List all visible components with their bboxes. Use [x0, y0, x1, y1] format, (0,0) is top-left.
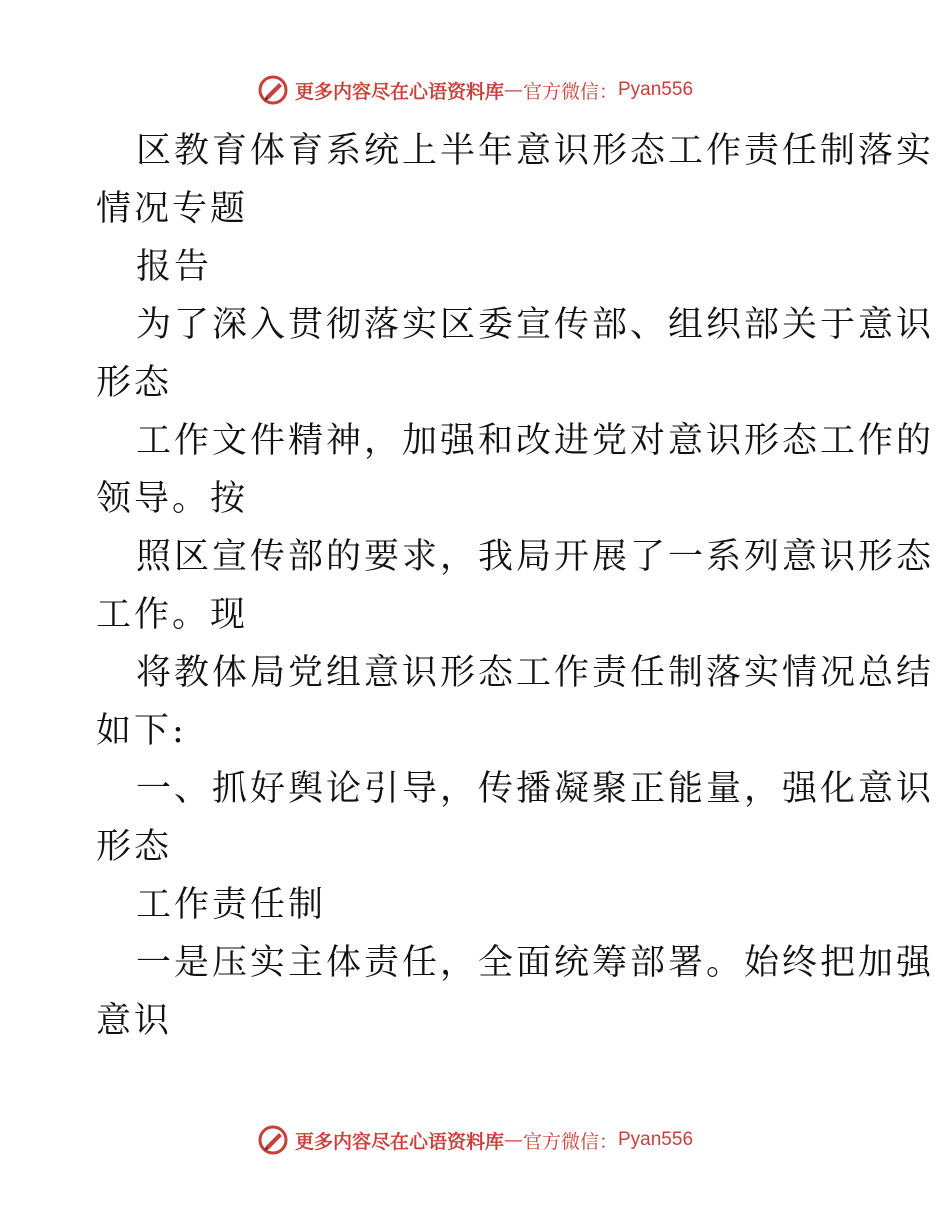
pen-logo-icon	[257, 1124, 289, 1156]
banner-dash: —	[503, 79, 523, 101]
text-line: 意识	[96, 1001, 173, 1041]
text-line: 情况专题	[96, 189, 249, 229]
text-line: 工作文件精神，加强和改进党对意识形态工作的	[136, 421, 935, 461]
text-line: 区教育体育系统上半年意识形态工作责任制落实	[136, 131, 935, 171]
banner-main-text: 更多内容尽在心语资料库	[294, 1130, 504, 1153]
text-line: 工作。现	[96, 595, 249, 635]
banner-sub-text: 官方微信：	[522, 80, 618, 103]
text-line: 工作责任制	[136, 885, 327, 925]
text-line: 将教体局党组意识形态工作责任制落实情况总结	[136, 653, 935, 693]
banner-wechat-id: Pyan556	[618, 1129, 694, 1150]
pen-logo-icon	[257, 74, 289, 106]
text-line: 领导。按	[96, 479, 249, 519]
banner-dash: —	[503, 1129, 523, 1151]
text-line: 照区宣传部的要求，我局开展了一系列意识形态	[136, 537, 935, 577]
text-line: 一、抓好舆论引导，传播凝聚正能量，强化意识	[136, 769, 935, 809]
document-body	[96, 122, 935, 1050]
text-line: 一是压实主体责任，全面统筹部署。始终把加强	[136, 943, 935, 983]
text-line: 如下:	[96, 711, 187, 751]
footer-watermark-banner	[0, 1120, 950, 1160]
text-line: 为了深入贯彻落实区委宣传部、组织部关于意识	[136, 305, 935, 345]
banner-wechat-id: Pyan556	[618, 79, 694, 100]
text-line: 报告	[136, 247, 213, 287]
header-watermark-banner	[0, 70, 950, 110]
banner-sub-text: 官方微信：	[522, 1130, 618, 1153]
banner-main-text: 更多内容尽在心语资料库	[294, 80, 504, 103]
text-line: 形态	[96, 363, 173, 403]
text-line: 形态	[96, 827, 173, 867]
